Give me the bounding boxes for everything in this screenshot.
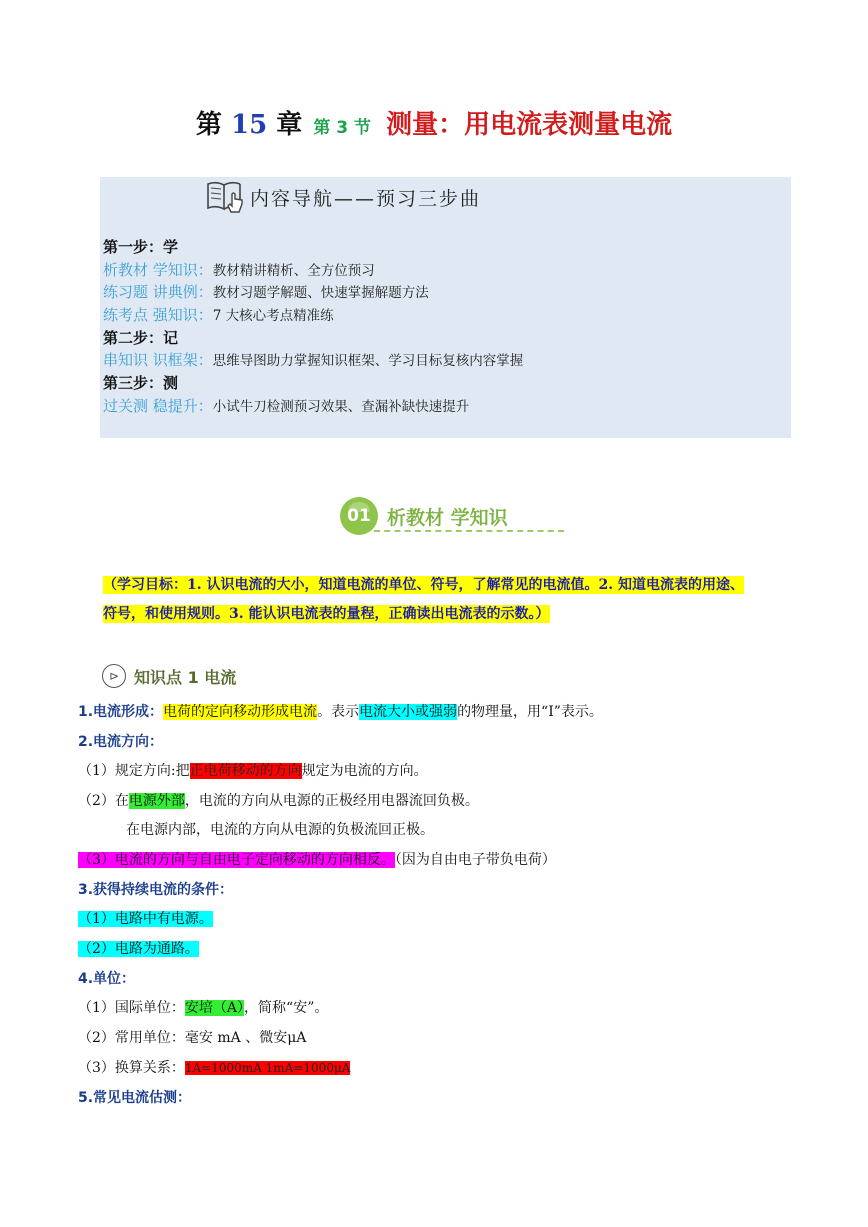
step-three: 第三步：测 [103, 374, 179, 393]
nav-steps [103, 236, 783, 418]
chapter-suffix: 章 [276, 110, 303, 140]
nav-header [204, 176, 604, 216]
nav-title: 内容导航——预习三步曲 [250, 188, 482, 210]
line-direction-2: （2）在电源外部，电流的方向从电源的正极经用电器流回负极。 [78, 793, 479, 809]
chapter-prefix: 第 [195, 110, 222, 140]
line-current-estimate: 5.常见电流估测： [78, 1090, 192, 1106]
chapter-number: 15 [231, 110, 268, 140]
line-condition-1: （1）电路中有电源。 [78, 911, 213, 927]
nav-item: 过关测 稳提升：小试牛刀检测预习效果、查漏补缺快速提升 [103, 396, 470, 415]
line-unit-1: （1）国际单位：安培（A），简称“安”。 [78, 1000, 329, 1016]
objective-line-1: （学习目标：1. 认识电流的大小，知道电流的单位、符号，了解常见的电流值。2. 知道电流表的用途、 [103, 577, 744, 593]
line-condition-2: （2）电路为通路。 [78, 941, 199, 957]
nav-item: 析教材 学知识：教材精讲精析、全方位预习 [103, 260, 375, 279]
nav-item: 练习题 讲典例：教材习题学解题、快速掌握解题方法 [103, 283, 429, 302]
book-pointer-icon [204, 176, 248, 216]
step-two: 第二步：记 [103, 328, 179, 347]
nav-item: 串知识 识框架：思维导图助力掌握知识框架、学习目标复核内容掌握 [103, 351, 524, 370]
objective-line-2: 符号，和使用规则。3. 能认识电流表的量程，正确读出电流表的示数。） [103, 606, 550, 622]
section-badge [340, 497, 540, 537]
page-title [0, 104, 868, 141]
line-direction-3: （3）电流的方向与自由电子定向移动的方向相反。（因为自由电子带负电荷） [78, 852, 556, 868]
section-label: 析教材 学知识 [387, 507, 508, 529]
line-continuous-current: 3.获得持续电流的条件： [78, 882, 234, 898]
section-label: 第 3 节 [313, 118, 371, 138]
line-unit: 4.单位： [78, 971, 136, 987]
knowledge-point-title: 知识点 1 电流 [134, 668, 237, 687]
section-underline [374, 530, 564, 532]
line-current-direction: 2.电流方向： [78, 734, 164, 750]
line-direction-2b: 在电源内部，电流的方向从电源的负极流回正极。 [126, 822, 434, 838]
play-arrow-icon: ⊳ [102, 664, 126, 688]
line-unit-2: （2）常用单位：毫安 mA 、微安μA [78, 1030, 307, 1046]
line-direction-1: （1）规定方向:把正电荷移动的方向规定为电流的方向。 [78, 763, 428, 779]
line-unit-3: （3）换算关系：1A=1000mA 1mA=1000μA [78, 1060, 351, 1076]
topic-title: 测量：用电流表测量电流 [386, 110, 673, 140]
step-one: 第一步：学 [103, 238, 179, 256]
line-current-formation: 1.电流形成：电荷的定向移动形成电流。表示电流大小或强弱的物理量，用“I”表示。 [78, 704, 603, 720]
section-number: 01 [340, 497, 378, 535]
nav-item: 练考点 强知识：7 大核心考点精准练 [103, 306, 334, 325]
